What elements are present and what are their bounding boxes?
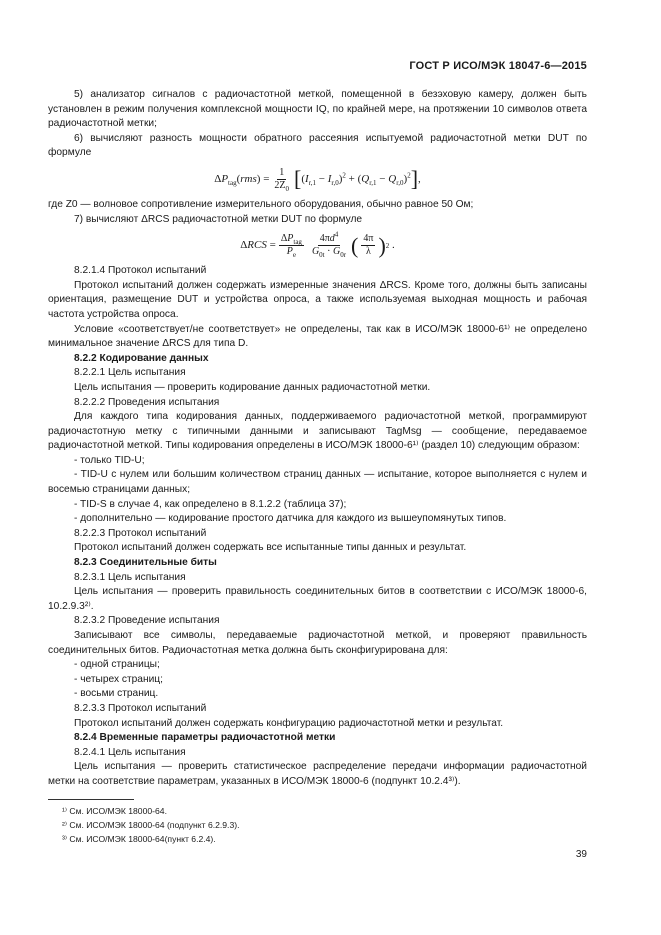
section-8-2-2-2-title: 8.2.2.2 Проведения испытания [74, 396, 220, 408]
section-8-2-2-3-title: 8.2.2.3 Протокол испытаний [74, 527, 207, 539]
list-item: - восьми страниц. [74, 688, 159, 700]
section-8-2-1-4-condition: Условие «соответствует/не соответствует» не определены, так как в ИСО/МЭК 18000-6¹⁾ не определено минимальное значение ΔRCS для типа D. [48, 323, 587, 350]
section-8-2-1-4-title: 8.2.1.4 Протокол испытаний [74, 265, 207, 277]
section-8-2-3-title: 8.2.3 Соединительные биты [74, 557, 217, 569]
formula-delta-rcs: ΔRCS = $\frac{\Delta P_{tag}}{P_e}$ $\frac{4\pi d^4}{G_{0t} \cdot G_{0r}}$ ( $\frac{4\pi}{\lambda}$ ) 2 . [240, 230, 395, 260]
paragraph-step6: 6) вычисляют разность мощности обратного рассеяния испытуемой радиочастотной метки DUT по формуле [48, 132, 587, 159]
section-8-2-3-1-text: Цель испытания — проверить правильность соединительных битов в соответствии с ИСО/МЭК 18000-6, 10.2.9.3²⁾. [48, 586, 587, 612]
section-8-2-3-3-text: Протокол испытаний должен содержать конфигурацию радиочастотной метки и результат. [74, 717, 504, 729]
section-8-2-3-2-text: Записывают все символы, передаваемые радиочастотной меткой, и проверяют правильность соединительных битов. Радиочастотная метка должна быть сконфигурирована для: [48, 630, 587, 656]
document-body [48, 88, 587, 790]
list-item: - только TID-U; [74, 454, 145, 466]
formula-delta-p-tag: $\Delta P_{tag}(rms)$ = $\frac{1}{2Z_0}$ [ $(I_{r,1} - I_{r,0})^2 + (Q_{r,1} - Q_{r,0})^2$ ] , [214, 166, 421, 193]
footnote: ²⁾ См. ИСО/МЭК 18000-64 (подпункт 6.2.9.3). [62, 820, 240, 830]
section-8-2-3-1-title: 8.2.3.1 Цель испытания [74, 571, 186, 583]
document-header: ГОСТ Р ИСО/МЭК 18047-6—2015 [409, 60, 587, 72]
list-item: - одной страницы; [74, 659, 160, 671]
list-item: - четырех страниц; [74, 673, 163, 685]
footnote: ¹⁾ См. ИСО/МЭК 18000-64. [62, 806, 167, 816]
section-8-2-2-1-text: Цель испытания — проверить кодирование данных радиочастотной метки. [74, 381, 431, 393]
section-8-2-4-title: 8.2.4 Временные параметры радиочастотной метки [74, 732, 336, 744]
section-8-2-1-4-text: Протокол испытаний должен содержать измеренные значения ΔRCS. Кроме того, должны быть записаны ориентация, размещение DUT и устройства опроса, а также используемая выходная мощность и рабочая частота устройства опроса. [48, 279, 587, 320]
section-8-2-4-1-title: 8.2.4.1 Цель испытания [74, 746, 186, 758]
footnote: ³⁾ См. ИСО/МЭК 18000-64(пункт 6.2.4). [62, 834, 216, 844]
section-8-2-2-title: 8.2.2 Кодирование данных [74, 352, 209, 364]
paragraph-step5: 5) анализатор сигналов с радиочастотной меткой, помещенной в безэховую камеру, должен быть установлен в режим получения комплексной мощности IQ, по крайней мере, на протяжении 10 символов ответа радиочастотной метки; [48, 89, 587, 130]
section-8-2-2-1-title: 8.2.2.1 Цель испытания [74, 367, 186, 379]
section-8-2-4-1-text: Цель испытания — проверить статистическое распределение передачи информации радиочастотной метки на соответствие параметрам, указанных в ИСО/МЭК 18000-6 (подпункт 10.2.4³⁾). [48, 761, 587, 787]
section-8-2-2-2-text: Для каждого типа кодирования данных, поддерживаемого радиочастотной меткой, программируют радиочастотную метку с типичными данными и записывают TagMsg — сообщение, передаваемое радиочастотной меткой. Типы кодирования определены в ИСО/МЭК 18000-6¹⁾ (раздел 10) следующим образом: [48, 411, 587, 452]
section-8-2-2-3-text: Протокол испытаний должен содержать все испытанные типы данных и результат. [74, 542, 467, 554]
z0-note: где Z0 — волновое сопротивление измерительного оборудования, обычно равное 50 Ом; [48, 198, 474, 210]
footnotes [62, 804, 239, 846]
list-item: - TID-U с нулем или большим количеством страниц данных — испытание, которое выполняется с нулем и восемью страницами данных; [48, 469, 587, 496]
paragraph-step7: 7) вычисляют ΔRCS радиочастотной метки DUT по формуле [74, 213, 363, 225]
footnote-divider [48, 799, 134, 800]
list-item: - дополнительно — кодирование простого датчика для каждого из вышеупомянутых типов. [74, 513, 507, 525]
section-8-2-3-3-title: 8.2.3.3 Протокол испытаний [74, 702, 207, 714]
list-item: - TID-S в случае 4, как определено в 8.1.2.2 (таблица 37); [74, 498, 347, 510]
section-8-2-3-2-title: 8.2.3.2 Проведение испытания [74, 615, 220, 627]
page-number: 39 [575, 849, 587, 860]
